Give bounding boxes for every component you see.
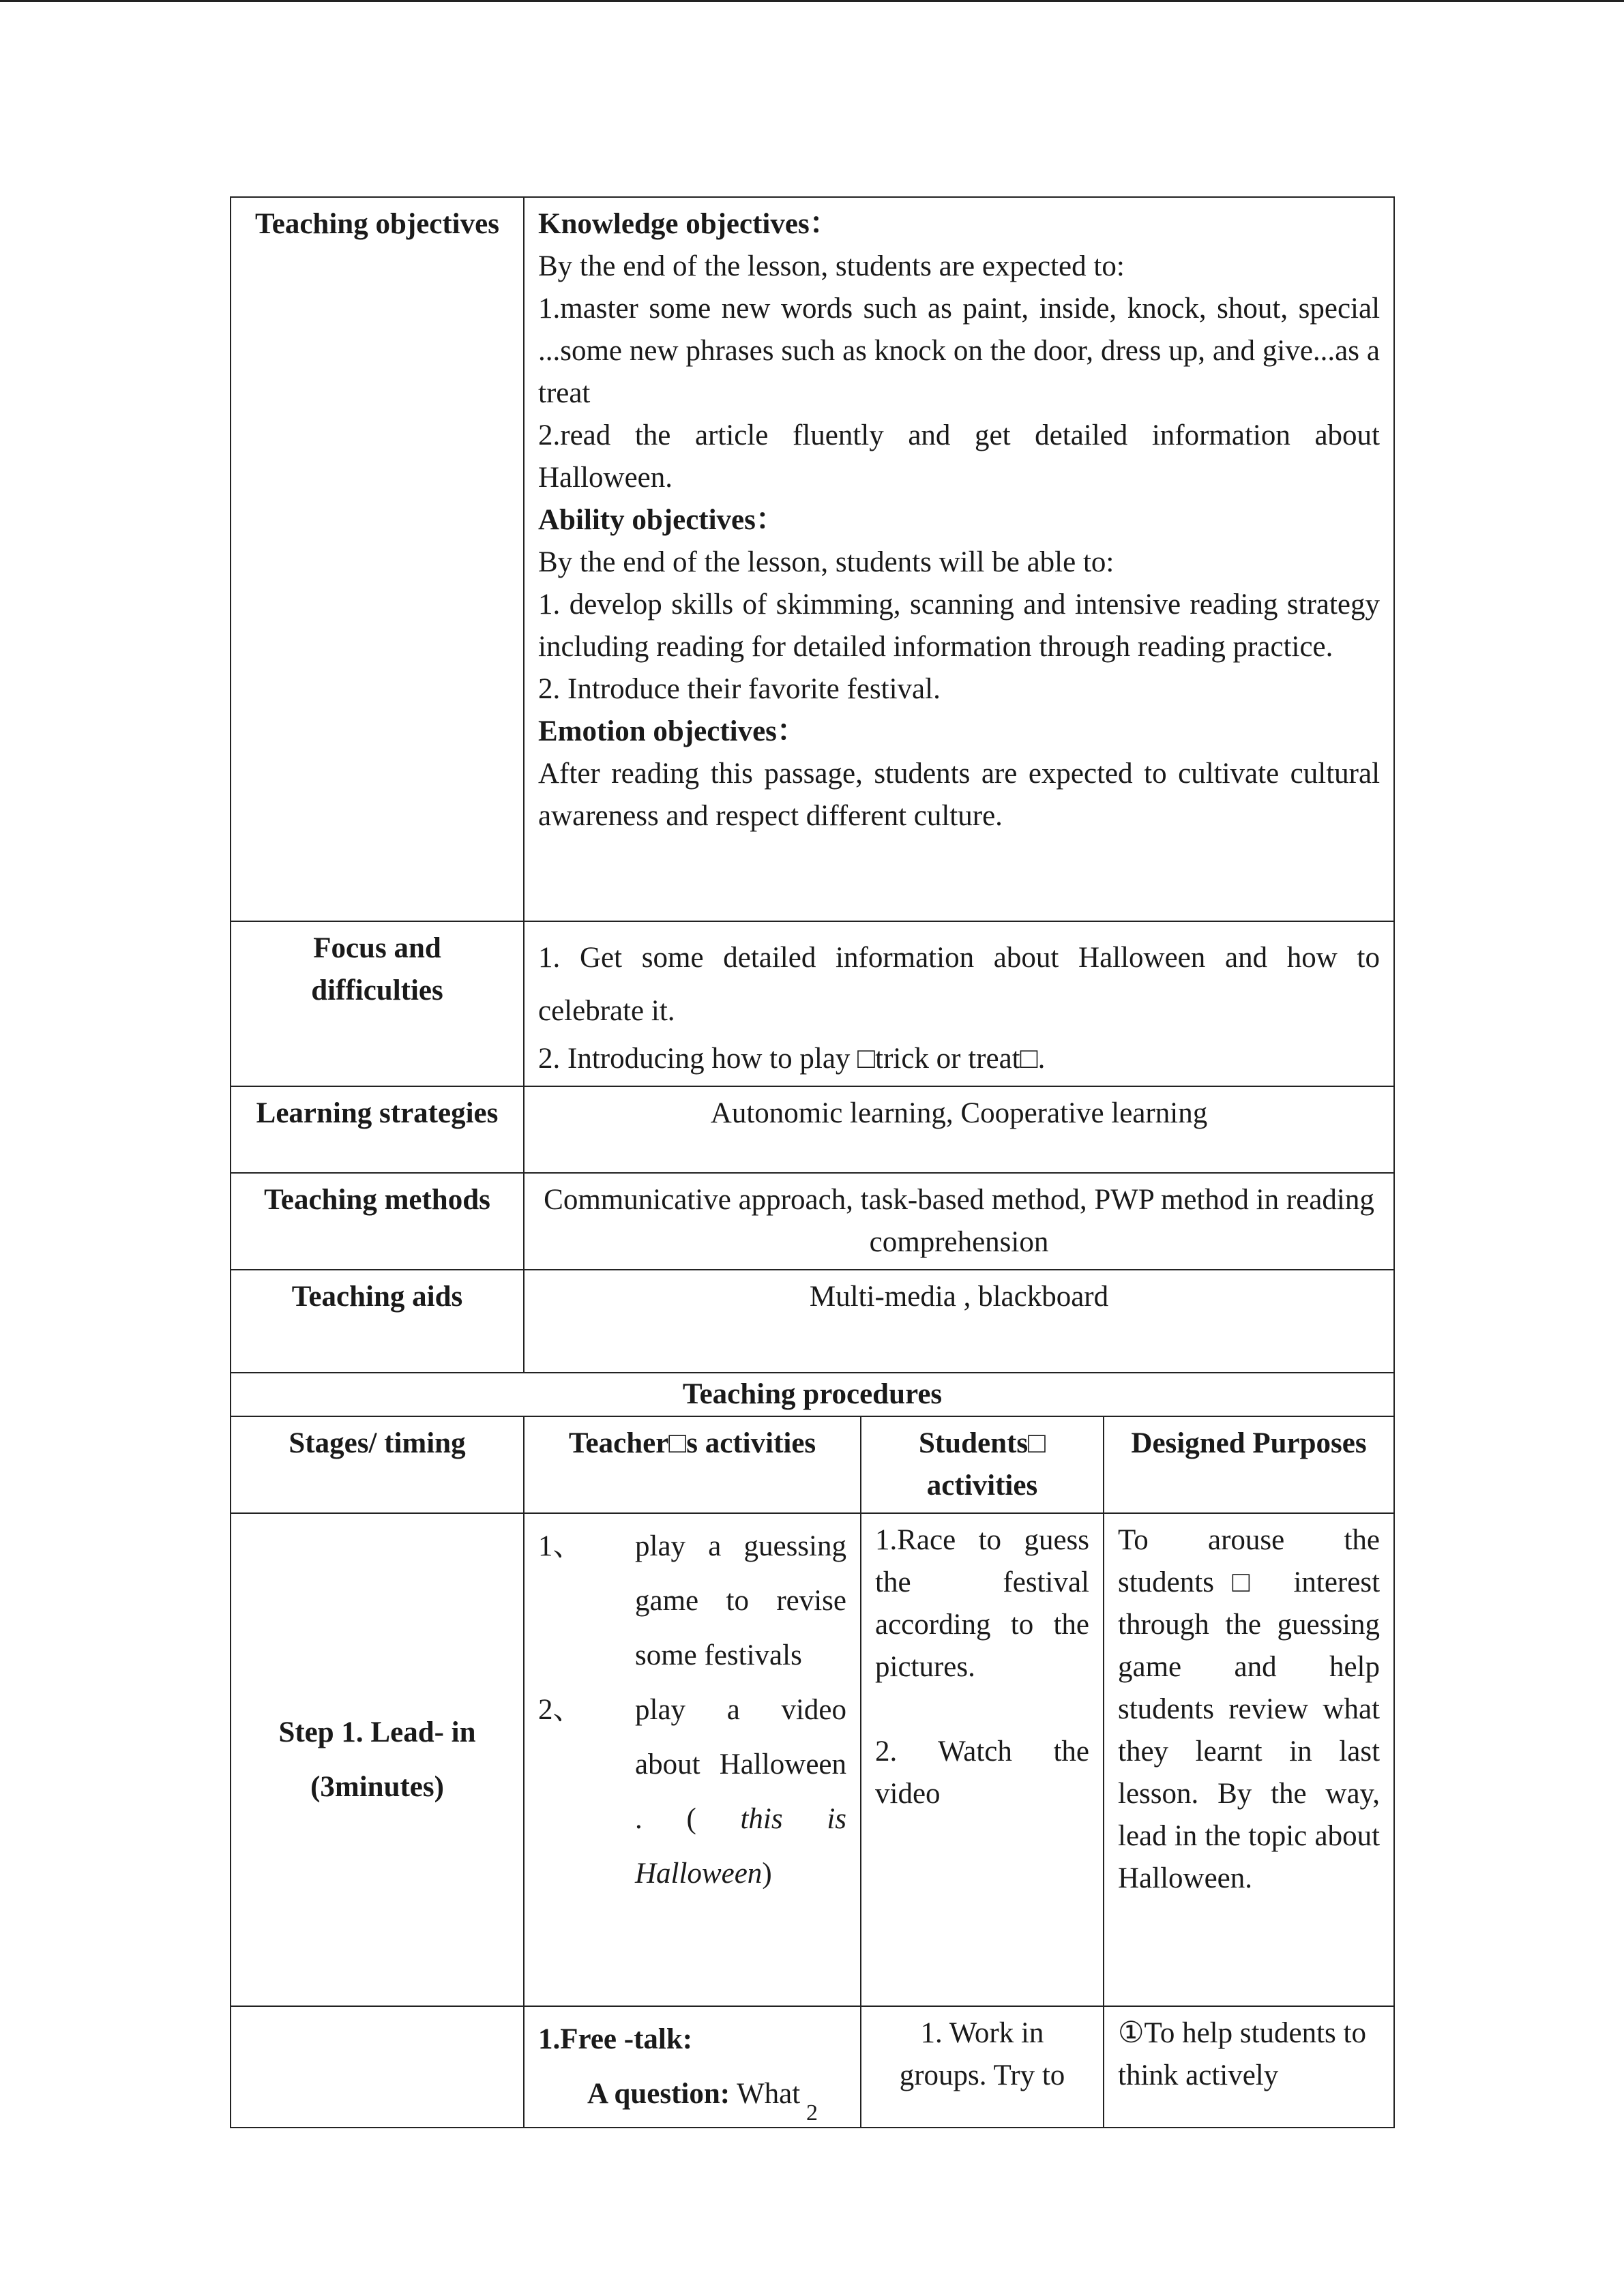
strategies-row [231, 1086, 1394, 1173]
teacher-task-list [538, 1519, 846, 1901]
ability-intro: By the end of the lesson, students will be able to: [538, 546, 1114, 578]
question-label: A question: [587, 2078, 730, 2110]
teacher-task [538, 1683, 846, 1901]
step1-students-cell [861, 1513, 1104, 2006]
procedures-header-row [231, 1416, 1394, 1513]
strategies-value: Autonomic learning, Cooperative learning [524, 1086, 1394, 1173]
knowledge-item: 1.master some new words such as paint, inside, knock, shout, special ...some new phrases such as knock on the door, dress up, and give...as a treat [538, 293, 1381, 409]
knowledge-objectives-title: Knowledge objectives： [538, 208, 839, 240]
methods-label: Teaching methods [231, 1173, 524, 1270]
objectives-content [524, 197, 1394, 921]
students-activity: 2. Watch the video [875, 1735, 1089, 1810]
knowledge-intro: By the end of the lesson, students are expected to: [538, 250, 1125, 282]
teacher-task [538, 1519, 846, 1683]
task-number: 1、 [538, 1530, 582, 1562]
objectives-row [231, 197, 1394, 921]
emotion-text: After reading this passage, students are expected to cultivate cultural awareness and respect different culture. [538, 758, 1381, 832]
task-text-italic: this is Halloween [635, 1803, 846, 1890]
question-text: What [737, 2078, 801, 2110]
task-number: 2、 [538, 1694, 582, 1726]
methods-row [231, 1173, 1394, 1270]
objectives-label: Teaching objectives [231, 197, 524, 921]
focus-item: 2. Introducing how to play □trick or treat□. [538, 1043, 1046, 1075]
header-students-activities: Students□ activities [861, 1416, 1104, 1513]
aids-value: Multi-media , blackboard [524, 1270, 1394, 1373]
step2-purpose-cell: ①To help students to think actively [1104, 2006, 1394, 2128]
task-text-main: play a video about Halloween . ( [635, 1694, 846, 1835]
ability-objectives-title: Ability objectives： [538, 504, 785, 536]
aids-label: Teaching aids [231, 1270, 524, 1373]
free-talk-title: 1.Free -talk: [538, 2023, 693, 2055]
focus-content [524, 921, 1394, 1086]
step1-stage-cell [231, 1513, 524, 2006]
students-activity: 1.Race to guess the festival according to the pictures. [875, 1524, 1089, 1683]
step1-row [231, 1513, 1394, 2006]
page-top-border [0, 0, 1624, 2]
step1-purpose-cell: To arouse the students□ interest through the guessing game and help students review what they learnt in last lesson. By the way, lead in the topic about Halloween. [1104, 1513, 1394, 2006]
step2-students-cell: 1. Work in groups. Try to [861, 2006, 1104, 2128]
lesson-plan-table [230, 196, 1395, 2128]
step1-teacher-cell [524, 1513, 861, 2006]
focus-label: Focus and difficulties [231, 921, 524, 1086]
procedures-title: Teaching procedures [231, 1373, 1394, 1416]
aids-row [231, 1270, 1394, 1373]
task-text: play a guessing game to revise some festivals [635, 1530, 846, 1671]
header-teacher-activities: Teacher□s activities [524, 1416, 861, 1513]
focus-item: 1. Get some detailed information about Halloween and how to celebrate it. [538, 942, 1381, 1027]
step1-stage: Step 1. Lead- in (3minutes) [278, 1716, 476, 1803]
header-stages: Stages/ timing [231, 1416, 524, 1513]
focus-row [231, 921, 1394, 1086]
ability-item: 2. Introduce their favorite festival. [538, 673, 941, 705]
methods-value: Communicative approach, task-based method, PWP method in reading comprehension [524, 1173, 1394, 1270]
header-designed-purposes: Designed Purposes [1104, 1416, 1394, 1513]
task-text [635, 1683, 846, 1901]
task-text-end: ) [762, 1858, 772, 1890]
knowledge-item: 2.read the article fluently and get detailed information about Halloween. [538, 419, 1381, 494]
page-number: 2 [806, 2100, 818, 2126]
emotion-objectives-title: Emotion objectives： [538, 715, 806, 747]
strategies-label: Learning strategies [231, 1086, 524, 1173]
procedures-title-row [231, 1373, 1394, 1416]
ability-item: 1. develop skills of skimming, scanning and intensive reading strategy including reading for detailed information through reading practice. [538, 588, 1381, 663]
